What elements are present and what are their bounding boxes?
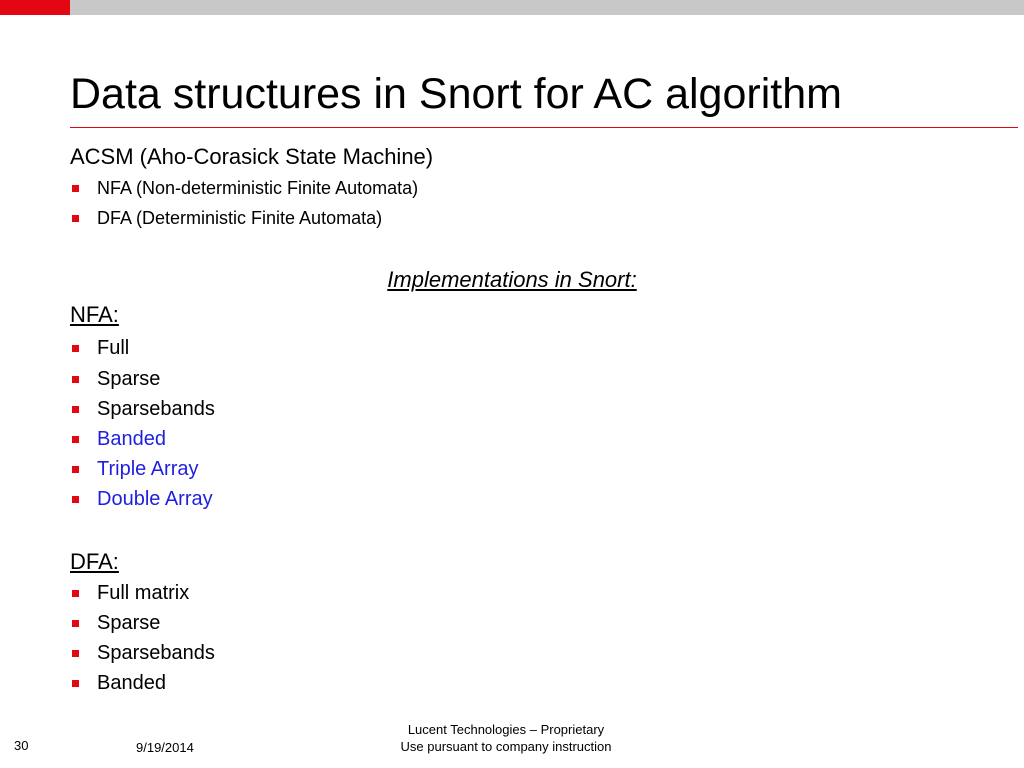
- nfa-item: [72, 367, 160, 391]
- nfa-item-label: Sparse: [97, 368, 161, 390]
- bullet-square-icon: [72, 345, 79, 352]
- bullet-square-icon: [72, 376, 79, 383]
- page-number: 30: [14, 738, 29, 753]
- intro-item-dfa: [72, 207, 382, 229]
- bullet-square-icon: [72, 680, 79, 687]
- dfa-item: [72, 641, 215, 665]
- bullet-square-icon: [72, 620, 79, 627]
- intro-item-label: DFA (Deterministic Finite Automata): [97, 208, 383, 228]
- nfa-item-label: Full: [97, 337, 130, 359]
- bullet-square-icon: [72, 590, 79, 597]
- bullet-square-icon: [72, 496, 79, 503]
- footer-date: 9/19/2014: [136, 740, 194, 755]
- bullet-square-icon: [72, 436, 79, 443]
- bullet-square-icon: [72, 650, 79, 657]
- top-band: [0, 0, 1024, 15]
- nfa-item: [72, 336, 129, 360]
- dfa-item: [72, 611, 160, 635]
- dfa-item-label: Sparse: [97, 612, 161, 634]
- bullet-square-icon: [72, 215, 79, 222]
- slide-title: Data structures in Snort for AC algorithm: [70, 70, 842, 118]
- proprietary-line: Lucent Technologies – Proprietary: [407, 722, 605, 737]
- footer-proprietary-notice: [350, 721, 662, 755]
- nfa-item-label: Triple Array: [97, 458, 199, 480]
- intro-heading: ACSM (Aho-Corasick State Machine): [70, 144, 434, 169]
- title-divider: [70, 127, 1018, 128]
- dfa-item-label: Banded: [97, 672, 166, 694]
- top-accent-bar: [0, 0, 70, 15]
- intro-item-nfa: [72, 177, 418, 199]
- dfa-item: [72, 581, 189, 605]
- nfa-item: [72, 397, 215, 421]
- nfa-item: [72, 427, 166, 451]
- nfa-item-label: Sparsebands: [97, 398, 215, 420]
- bullet-square-icon: [72, 466, 79, 473]
- nfa-item-label: Banded: [97, 428, 166, 450]
- dfa-heading: DFA:: [70, 549, 119, 574]
- implementations-subheading: Implementations in Snort:: [387, 267, 637, 292]
- dfa-item-label: Sparsebands: [97, 642, 215, 664]
- bullet-square-icon: [72, 406, 79, 413]
- nfa-item: [72, 457, 199, 481]
- nfa-item: [72, 487, 213, 511]
- intro-item-label: NFA (Non-deterministic Finite Automata): [97, 178, 419, 198]
- dfa-item: [72, 671, 166, 695]
- nfa-item-label: Double Array: [97, 488, 213, 510]
- bullet-square-icon: [72, 185, 79, 192]
- nfa-heading: NFA:: [70, 302, 119, 327]
- dfa-item-label: Full matrix: [97, 582, 190, 604]
- proprietary-line: Use pursuant to company instruction: [400, 739, 612, 754]
